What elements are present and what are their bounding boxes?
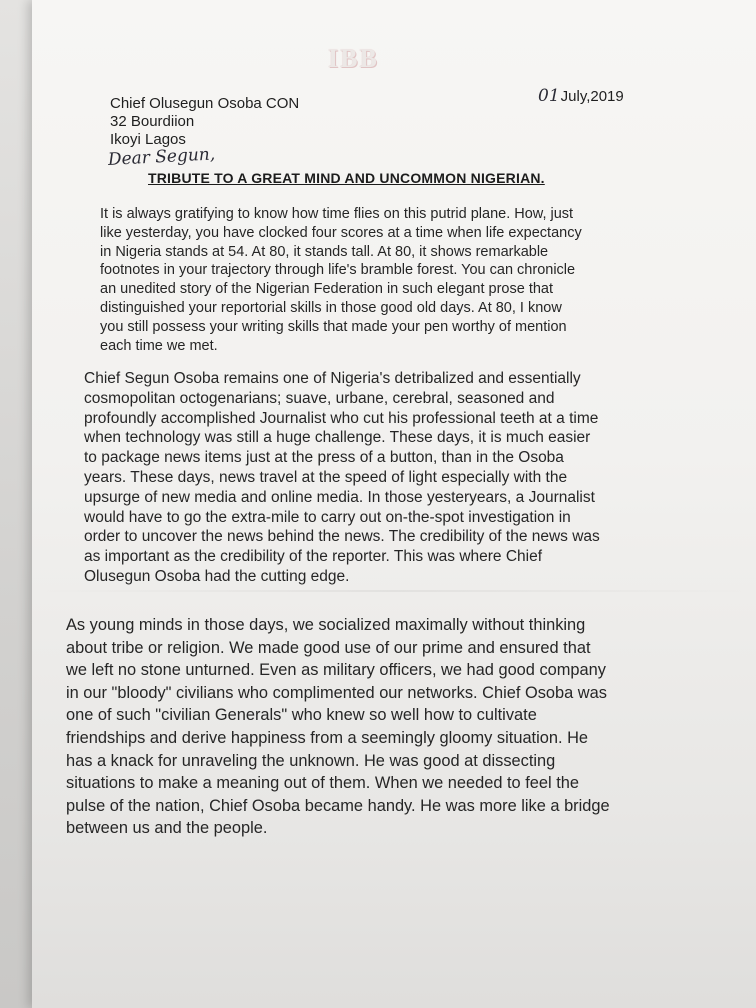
paragraph-line: footnotes in your trajectory through life's bramble forest. You can chronicle <box>100 262 576 279</box>
paragraph-line: has a knack for unraveling the unknown. He was good at dissecting <box>66 751 556 770</box>
paragraph-1 <box>100 205 582 355</box>
paragraph-line: in our "bloody" civilians who complimented our networks. Chief Osoba was <box>66 683 607 702</box>
paragraph-line: Chief Segun Osoba remains one of Nigeria's detribalized and essentially <box>84 370 581 387</box>
letterhead-crest: IBB <box>328 44 379 73</box>
paragraph-line: As young minds in those days, we socialized maximally without thinking <box>66 616 586 634</box>
paragraph-line: as important as the credibility of the reporter. This was where Chief <box>84 548 543 566</box>
date-day-handwritten: 01 <box>538 86 560 106</box>
letter-date <box>538 86 624 106</box>
paragraph-line: when technology was still a huge challenge. These days, it is much easier <box>84 429 591 447</box>
paragraph-3 <box>66 614 610 840</box>
paragraph-line: to package news items just at the press of a button, than in the Osoba <box>84 449 564 467</box>
paragraph-line: in Nigeria stands at 54. At 80, it stands tall. At 80, it shows remarkable <box>100 243 549 260</box>
paragraph-line: situations to make a meaning out of them. When we needed to feel the <box>66 774 579 793</box>
paragraph-line: cosmopolitan octogenarians; suave, urbane, cerebral, seasoned and <box>84 389 555 407</box>
date-month-year: July,2019 <box>560 88 624 105</box>
paragraph-line: about tribe or religion. We made good use of our prime and ensured that <box>66 638 591 657</box>
paragraph-line: you still possess your writing skills that made your pen worthy of mention <box>100 318 567 335</box>
paragraph-line: like yesterday, you have clocked four scores at a time when life expectancy <box>100 224 582 241</box>
salutation-handwritten: Dear Segun, <box>107 144 216 170</box>
letter-title: TRIBUTE TO A GREAT MIND AND UNCOMMON NIGERIAN. <box>148 170 545 186</box>
paragraph-line: we left no stone unturned. Even as military officers, we had good company <box>66 661 606 680</box>
paragraph-line: an unedited story of the Nigerian Federation in such elegant prose that <box>100 281 554 298</box>
paragraph-line: between us and the people. <box>66 819 268 838</box>
paragraph-line: would have to go the extra-mile to carry out on-the-spot investigation in <box>84 508 571 526</box>
page-fold-shadow <box>32 590 756 592</box>
paragraph-2 <box>84 369 600 587</box>
paragraph-line: It is always gratifying to know how time flies on this putrid plane. How, just <box>100 206 574 222</box>
paragraph-line: years. These days, news travel at the speed of light especially with the <box>84 468 568 486</box>
paragraph-line: profoundly accomplished Journalist who cut his professional teeth at a time <box>84 409 599 427</box>
paragraph-line: upsurge of new media and online media. In those yesteryears, a Journalist <box>84 488 595 506</box>
paragraph-line: each time we met. <box>100 337 218 354</box>
recipient-city: Ikoyi Lagos <box>110 131 186 148</box>
paragraph-line: distinguished your reportorial skills in those good old days. At 80, I know <box>100 299 562 316</box>
paragraph-line: pulse of the nation, Chief Osoba became handy. He was more like a bridge <box>66 796 610 815</box>
paragraph-line: order to uncover the news behind the news. The credibility of the news was <box>84 528 600 546</box>
paragraph-line: one of such "civilian Generals" who knew so well how to cultivate <box>66 706 537 725</box>
paragraph-line: friendships and derive happiness from a seemingly gloomy situation. He <box>66 728 589 747</box>
recipient-street: 32 Bourdiion <box>110 113 195 130</box>
recipient-name: Chief Olusegun Osoba CON <box>110 95 300 112</box>
paragraph-line: Olusegun Osoba had the cutting edge. <box>84 567 350 585</box>
